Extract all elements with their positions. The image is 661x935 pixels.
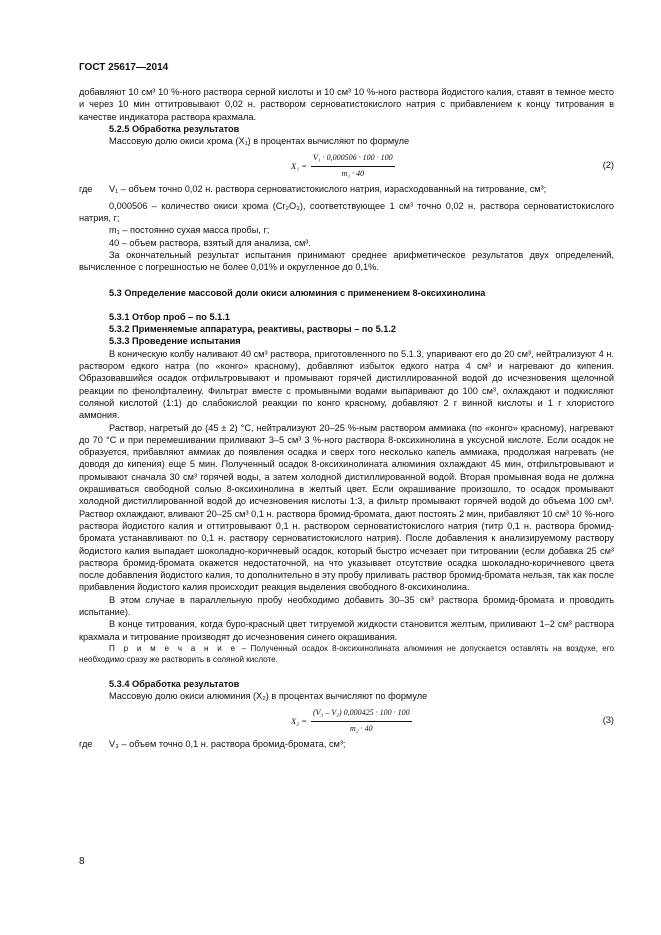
formula-2-lhs: X₁ =	[291, 161, 308, 172]
chrome-formula-intro: Массовую долю окиси хрома (X₁) в процентах вычисляют по формуле	[109, 136, 410, 147]
final-result-paragraph: За окончательный результат испытания принимают среднее арифметическое результатов двух определений, вычисленное с погрешностью не более 0,01% и округленное до 0,1%.	[79, 249, 614, 273]
formula-3-numerator: (V₃ – V₂) 0,000425 · 100 · 100	[311, 707, 412, 721]
note-label: П р и м е ч а н и е	[109, 643, 238, 653]
formula-2-denominator: m₁ · 40	[341, 168, 365, 178]
formula-2-number: (2)	[602, 160, 614, 171]
section-5-3-3-heading: 5.3.3 Проведение испытания	[109, 336, 241, 347]
page-body	[79, 86, 614, 751]
section-5-3-4-heading: 5.3.4 Обработка результатов	[109, 678, 240, 689]
section-5-3-1-heading: 5.3.1 Отбор проб – по 5.1.1	[109, 311, 230, 322]
where-label: где	[79, 184, 93, 195]
section-5-3-2-heading: 5.3.2 Применяемые аппаратура, реактивы, растворы – по 5.1.2	[109, 324, 397, 335]
formula-2	[79, 149, 614, 181]
where-v1	[79, 183, 614, 195]
standard-designation: ГОСТ 25617—2014	[79, 62, 169, 73]
note-paragraph	[79, 643, 614, 666]
formula-3	[79, 704, 614, 736]
formula-3-denominator: m₂ · 40	[350, 723, 373, 733]
section-5-2-5-heading: 5.2.5 Обработка результатов	[109, 123, 240, 134]
formula-2-numerator: V₁ · 0,000506 · 100 · 100	[311, 152, 395, 166]
formula-3-lhs: X₂ =	[291, 716, 308, 727]
formula-3-number: (3)	[602, 715, 614, 726]
solution-paragraph: Раствор, нагретый до (45 ± 2) °C, нейтрализуют 20–25 %-ным раствором аммиака (по «конго» красному), нагревают до 70 °C и при перемешивании приливают 3–5 см³ 3 %-ного раствора 8-оксихинолина в уксусной кислоте. Если осадок не образуется, прибавляют аммиак до появления осадка и сверх того несколько капель аммиака, продолжая нагревать (не доводя до кипения) еще 5 мин. Полученный осадок 8-оксихинолината алюминия охлаждают 45 мин, отфильтровывают и промывают сначала 30 см³ горячей воды, а затем холодной дистиллированной водой. Вторая промывная вода не должна окрашиваться свободной солью 8-оксихинолина в желтый цвет. Если окрашивание произошло, то осадок промывают холодной дистиллированной водой до исчезновения кислоты 1:3, а фильтр промывают горячей водой до объема 100 см³. Раствор охлаждают, вливают 20–25 см³ 0,1 н. раствора бромид-бромата, дают постоять 2 мин, прибавляют 10 см³ 10 %-ного раствора йодистого калия и оттитровывают 0,1 н. раствором серноватистокислого натрия (титр 0,1 н. раствора бромид-бромата устанавливают по 0,1 н. раствору серноватистокислого натрия). После добавления к анализируемому раствору йодистого калия выпадает шоколадно-коричневый осадок, который быстро исчезает при титровании (если добавка 25 см³ раствора бромид-бромата окажется недостаточной, на что указывает отсутствие осадка шоколадно-коричневого цвета после добавления йодистого калия, то дополнительно в эту пробу приливать раствор бромид-бромата нельзя, так как после прибавления йодистого калия происходит реакция выделения свободного 8-оксихинолина.	[79, 422, 615, 593]
note-text: – Полученный осадок 8-оксихинолината алюминия не допускается оставлять на воздухе, его необходимо сразу же растворить в соляной кислоте.	[79, 643, 614, 665]
where-v3-text: V₃ – объем точно 0,1 н. раствора бромид-бромата, см³;	[109, 739, 346, 750]
where-v1-text: V₁ – объем точно 0,02 н. раствора серноватистокислого натрия, израсходованный на титрование, см³;	[109, 184, 547, 195]
page-number: 8	[79, 856, 85, 867]
intro-paragraph: добавляют 10 см³ 10 %-ного раствора серной кислоты и 10 см³ 10 %-ного раствора йодистого калия, ставят в темное место и через 10 мин оттитровывают 0,02 н. раствором серноватистокислого натрия с прибавлением к концу титрования в качестве индикатора раствора крахмала.	[79, 87, 614, 122]
where-0000506: 0,000506 – количество окиси хрома (Cr₂O₃), соответствующее 1 см³ точно 0,02 н. раствора серноватистокислого натрия, г;	[79, 200, 614, 224]
where-40: 40 – объем раствора, взятый для анализа, см³.	[109, 237, 311, 248]
where-v3	[79, 738, 614, 750]
formula-3-fraction	[311, 707, 412, 735]
flask-paragraph: В коническую колбу наливают 40 см³ раствора, приготовленного по 5.1.3, упаривают его до 20 см³, нейтрализуют 4 н. раствором едкого натра (по «конго» красному), добавляют избыток едкого натра 4 см³ и нагревают до кипения. Образовавшийся осадок отфильтровывают и промывают горячей дистиллированной водой до исчезновения щелочной реакции по фенолфталеину. Фильтрат вместе с промывными водами выпаривают до 100 см³, охлаждают и подкисляют соляной кислотой (1:1) до слабокислой реакции по конго красному, добавляют 2 г винной кислоты и 1 г хлористого аммония.	[79, 348, 614, 421]
where-m1: m₁ – постоянно сухая масса пробы, г;	[109, 225, 270, 236]
where-label-2: где	[79, 739, 93, 750]
end-titration-paragraph: В конце титрования, когда буро-красный цвет титруемой жидкости становится желтым, приливают 1–2 см³ раствора крахмала и титрование производят до исчезновения синего окрашивания.	[79, 619, 614, 642]
section-5-3-heading: 5.3 Определение массовой доли окиси алюминия с применением 8-оксихинолина	[109, 287, 486, 298]
parallel-sample-paragraph: В этом случае в параллельную пробу необходимо добавить 30–35 см³ раствора бромид-бромата и проводить испытание).	[79, 594, 614, 617]
formula-2-fraction	[311, 152, 395, 180]
alumina-formula-intro: Массовую долю окиси алюминия (X₂) в процентах вычисляют по формуле	[109, 690, 428, 701]
